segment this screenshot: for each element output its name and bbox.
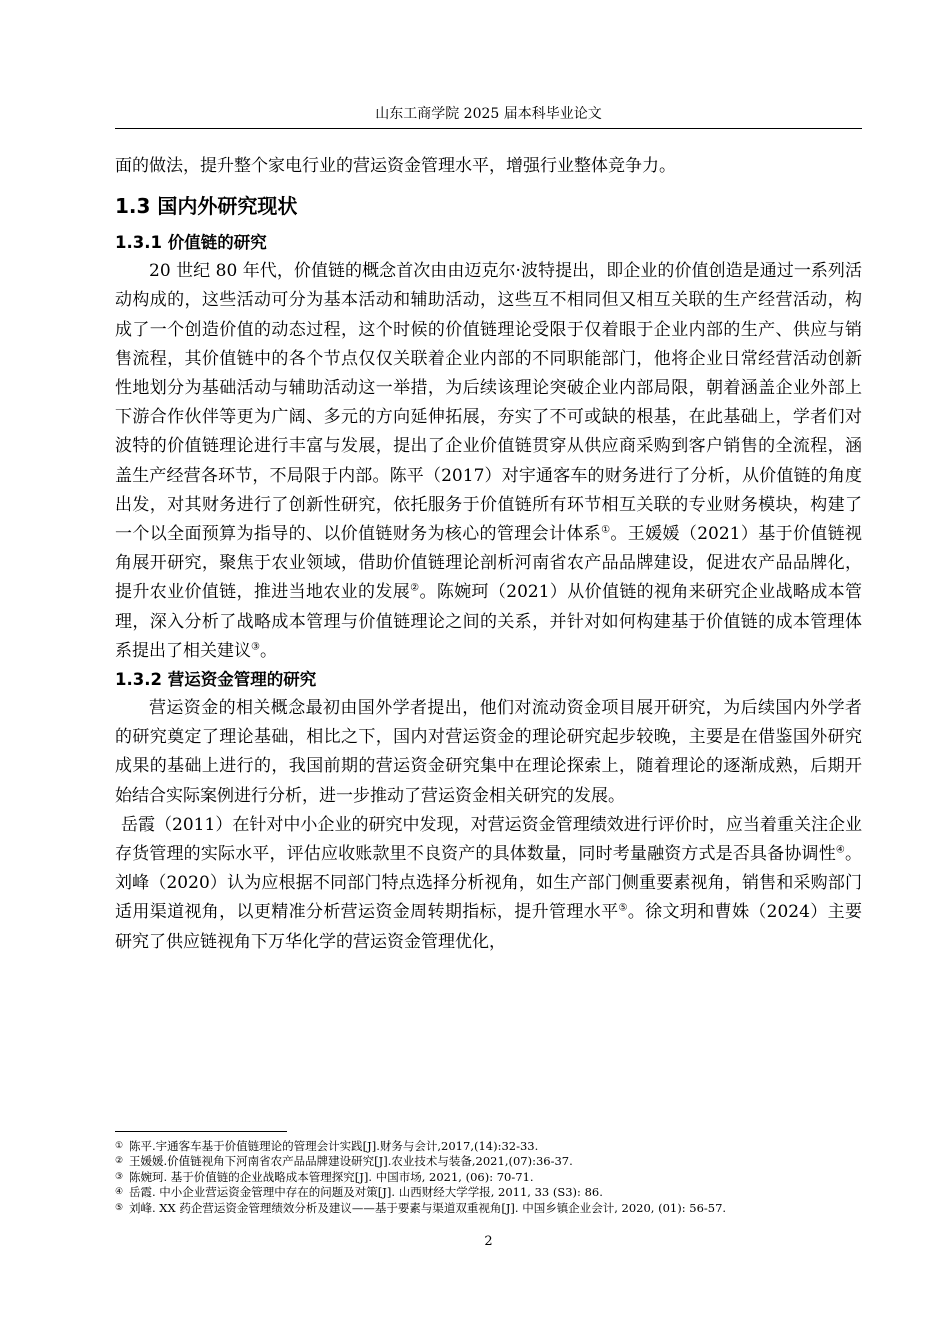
footnote-text: 陈婉珂. 基于价值链的企业战略成本管理探究[J]. 中国市场, 2021, (06): 70-71. <box>129 1169 534 1184</box>
footnote-ref-2[interactable]: ② <box>410 582 420 594</box>
footnote-item <box>115 1154 875 1169</box>
footnote-item <box>115 1170 875 1185</box>
footnote-item <box>115 1139 875 1154</box>
footnote-rule <box>115 1131 287 1132</box>
header-rule <box>115 128 862 129</box>
footnote-text: 刘峰. XX 药企营运资金管理绩效分析及建议——基于要素与渠道双重视角[J]. 中国乡镇企业会计, 2020, (01): 56-57. <box>129 1200 727 1215</box>
running-header: 山东工商学院 2025 届本科毕业论文 <box>375 106 602 122</box>
footnote-mark: ② <box>115 1156 124 1167</box>
intro-line: 面的做法，提升整个家电行业的营运资金管理水平，增强行业整体竞争力。 <box>115 156 676 176</box>
footnote-mark: ① <box>115 1141 124 1151</box>
subsection-heading-value-chain: 1.3.1 价值链的研究 <box>115 233 267 253</box>
paragraph-value-chain <box>115 257 862 666</box>
footnote-item <box>115 1201 875 1216</box>
footnote-ref-5[interactable]: ⑤ <box>618 902 628 914</box>
paragraph-working-capital-2 <box>115 811 862 957</box>
paragraph-text: 20 世纪 80 年代，价值链的概念首次由由迈克尔·波特提出，即企业的价值创造是通过一系列活动构成的，这些活动可分为基本活动和辅助活动，这些互不相同但又相互关联的生产经营活动，构成了一个创造价值的动态过程，这个时候的价值链理论受限于仅着眼于企业内部的生产、供应与销售流程，其价值链中的各个节点仅仅关联着企业内部的不同职能部门，他将企业日常经营活动创新性地划分为基础活动与辅助活动这一举措，为后续该理论突破企业内部局限，朝着涵盖企业外部上下游合作伙伴等更为广阔、多元的方向延伸拓展，夯实了不可或缺的根基，在此基础上，学者们对波特的价值链理论进行丰富与发展，提出了企业价值链贯穿从供应商采购到客户销售的全流程，涵盖生产经营各环节，不局限于内部。陈平（2017）对宇通客车的财务进行了分析，从价值链的角度出发，对其财务进行了创新性研究，依托服务于价值链所有环节相互关联的专业财务模块，构建了一个以全面预算为指导的、以价值链财务为核心的管理会计体系 <box>115 261 862 545</box>
page-number: 2 <box>484 1234 493 1249</box>
footnote-text: 岳霞. 中小企业营运资金管理中存在的问题及对策[J]. 山西财经大学学报, 2011, 33 (S3): 86. <box>129 1185 603 1200</box>
footnote-text: 陈平.宇通客车基于价值链理论的管理会计实践[J].财务与会计,2017,(14):32-33. <box>129 1139 539 1153</box>
paragraph-text: 。徐文玥和曹姝（2024）主要研究了供应链视角下万华化学的营运资金管理优化， <box>115 902 863 952</box>
footnote-ref-4[interactable]: ④ <box>835 844 846 856</box>
footnotes <box>115 1139 875 1216</box>
subsection-heading-working-capital: 1.3.2 营运资金管理的研究 <box>115 670 317 690</box>
section-heading: 1.3 国内外研究现状 <box>115 194 298 219</box>
paragraph-text: 岳霞（2011）在针对中小企业的研究中发现，对营运资金管理绩效进行评价时，应当着重关注企业存货管理的实际水平，评估应收账款里不良资产的具体数量，同时考量融资方式是否具备协调性 <box>115 814 862 865</box>
footnote-item <box>115 1185 875 1200</box>
paragraph-text: 。王媛媛（2021）基于价值链视角展开研究，聚焦于农业领域，借助价值链理论剖析河南省农产品品牌建设，促进农产品品牌化，提升农业价值链，推进当地农业的发展 <box>115 524 863 603</box>
paragraph-text: 。刘峰（2020）认为应根据不同部门特点选择分析视角，如生产部门侧重要素视角，销售和采购部门适用渠道视角，以更精准分析营运资金周转期指标，提升管理水平 <box>115 844 863 923</box>
footnote-ref-1[interactable]: ① <box>601 524 611 536</box>
body-text <box>115 152 862 957</box>
footnote-mark: ④ <box>115 1187 124 1198</box>
footnote-mark: ⑤ <box>115 1202 124 1213</box>
paragraph-text: 。 <box>259 640 277 661</box>
footnote-mark: ③ <box>115 1171 124 1182</box>
paragraph-text: 。陈婉珂（2021）从价值链的视角来研究企业战略成本管理，深入分析了战略成本管理与价值链理论之间的关系，并针对如何构建基于价值链的成本管理体系提出了相关建议 <box>115 582 862 661</box>
footnote-ref-3[interactable]: ③ <box>251 641 260 653</box>
paragraph-working-capital-1: 营运资金的相关概念最初由国外学者提出，他们对流动资金项目展开研究，为后续国内外学者的研究奠定了理论基础，相比之下，国内对营运资金的理论研究起步较晚，主要是在借鉴国外研究成果的基础上进行的，我国前期的营运资金研究集中在理论探索上，随着理论的逐渐成熟，后期开始结合实际案例进行分析，进一步推动了营运资金相关研究的发展。 <box>115 698 862 806</box>
footnote-text: 王媛媛.价值链视角下河南省农产品品牌建设研究[J].农业技术与装备,2021,(07):36-37. <box>129 1154 573 1169</box>
